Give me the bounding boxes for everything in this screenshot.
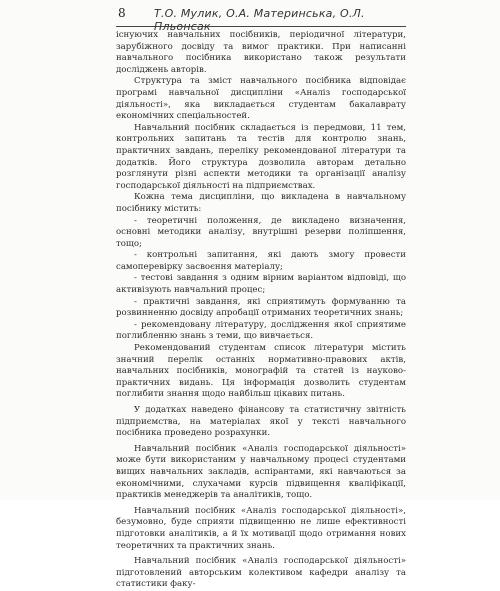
list-item: - контрольні запитання, які дають змогу провести самоперевірку засвоєння матеріалу; (116, 250, 406, 272)
list-item: - практичні завдання, які сприятимуть формуванню та розвинненню досвіду апробації отриманих теоретичних знань; (116, 296, 406, 319)
list-item: - теоретичні положення, де викладено визначення, основні методики аналізу, внутрішні резерви поліпшення, тощо; (116, 215, 406, 249)
paragraph-composition: Навчальний посібник складається із передмови, 11 тем, контрольних запитань та тестів для контролю знань, практичних завдань, переліку рекомендованої літератури та додатків. Його структура дозволила авторам детально розглянути різні аспекти методики та організації аналізу господарської діяльності на підприємствах. (116, 122, 406, 191)
list-item: - рекомендовану літературу, дослідження якої сприятиме поглибленню знань з теми, що вивчається. (116, 319, 406, 342)
paragraph-benefit: Навчальний посібник «Аналіз господарської діяльності», безумовно, буде сприяти підвищенню не лише ефективності підготовки аналітиків, а й їх мотивації щодо отримання нових теоретичних та практичних знань. (116, 505, 406, 551)
body-text (116, 30, 406, 591)
paragraph-audience: Навчальний посібник «Аналіз господарської діяльності» може бути використаним у навчальному процесі студентами вищих навчальних закладів, аспірантами, які навчаються за економічними, слухачами курсів підвищення кваліфікації, практиків менеджерів та аналітиків, тощо. (116, 443, 406, 501)
paragraph-appendices: У додатках наведено фінансову та статистичну звітність підприємства, на матеріалах якої у тексті навчального посібника проведено розрахунки. (116, 405, 406, 439)
running-header-authors: Т.О. Мулик, О.А. Материнська, О.Л. Пльонсак (154, 7, 365, 33)
paragraph-structure: Структура та зміст навчального посібника відповідає програмі навчальної дисципліни «Аналіз господарської діяльності», яка викладається студентам бакалаврату економічних спеціальностей. (116, 76, 406, 122)
page-number: 8 (118, 6, 126, 20)
running-header (116, 4, 406, 33)
paragraph-continuation: існуючих навчальних посібників, періодичної літератури, зарубіжного досвіду та вимог практики. При написанні навчального посібника використано також результати досліджень авторів. (116, 30, 406, 75)
list-item: - тестові завдання з одним вірним варіантом відповіді, що активізують навчальний процес; (116, 273, 406, 296)
paragraph-literature: Рекомендований студентам список літератури містить значний перелік останніх нормативно-правових актів, навчальних посібників, монографій та статей із науково-практичних видань. Ця інформація дозволить студентам поглибити знання щодо найбільш цікавих питань. (116, 343, 406, 400)
paragraph-topic-contents: Кожна тема дисципліни, що викладена в навчальному посібнику містить: (116, 192, 406, 214)
paragraph-authors: Навчальний посібник «Аналіз господарської діяльності» підготовлений авторським колективом кафедри аналізу та статистики факу- (116, 556, 406, 590)
